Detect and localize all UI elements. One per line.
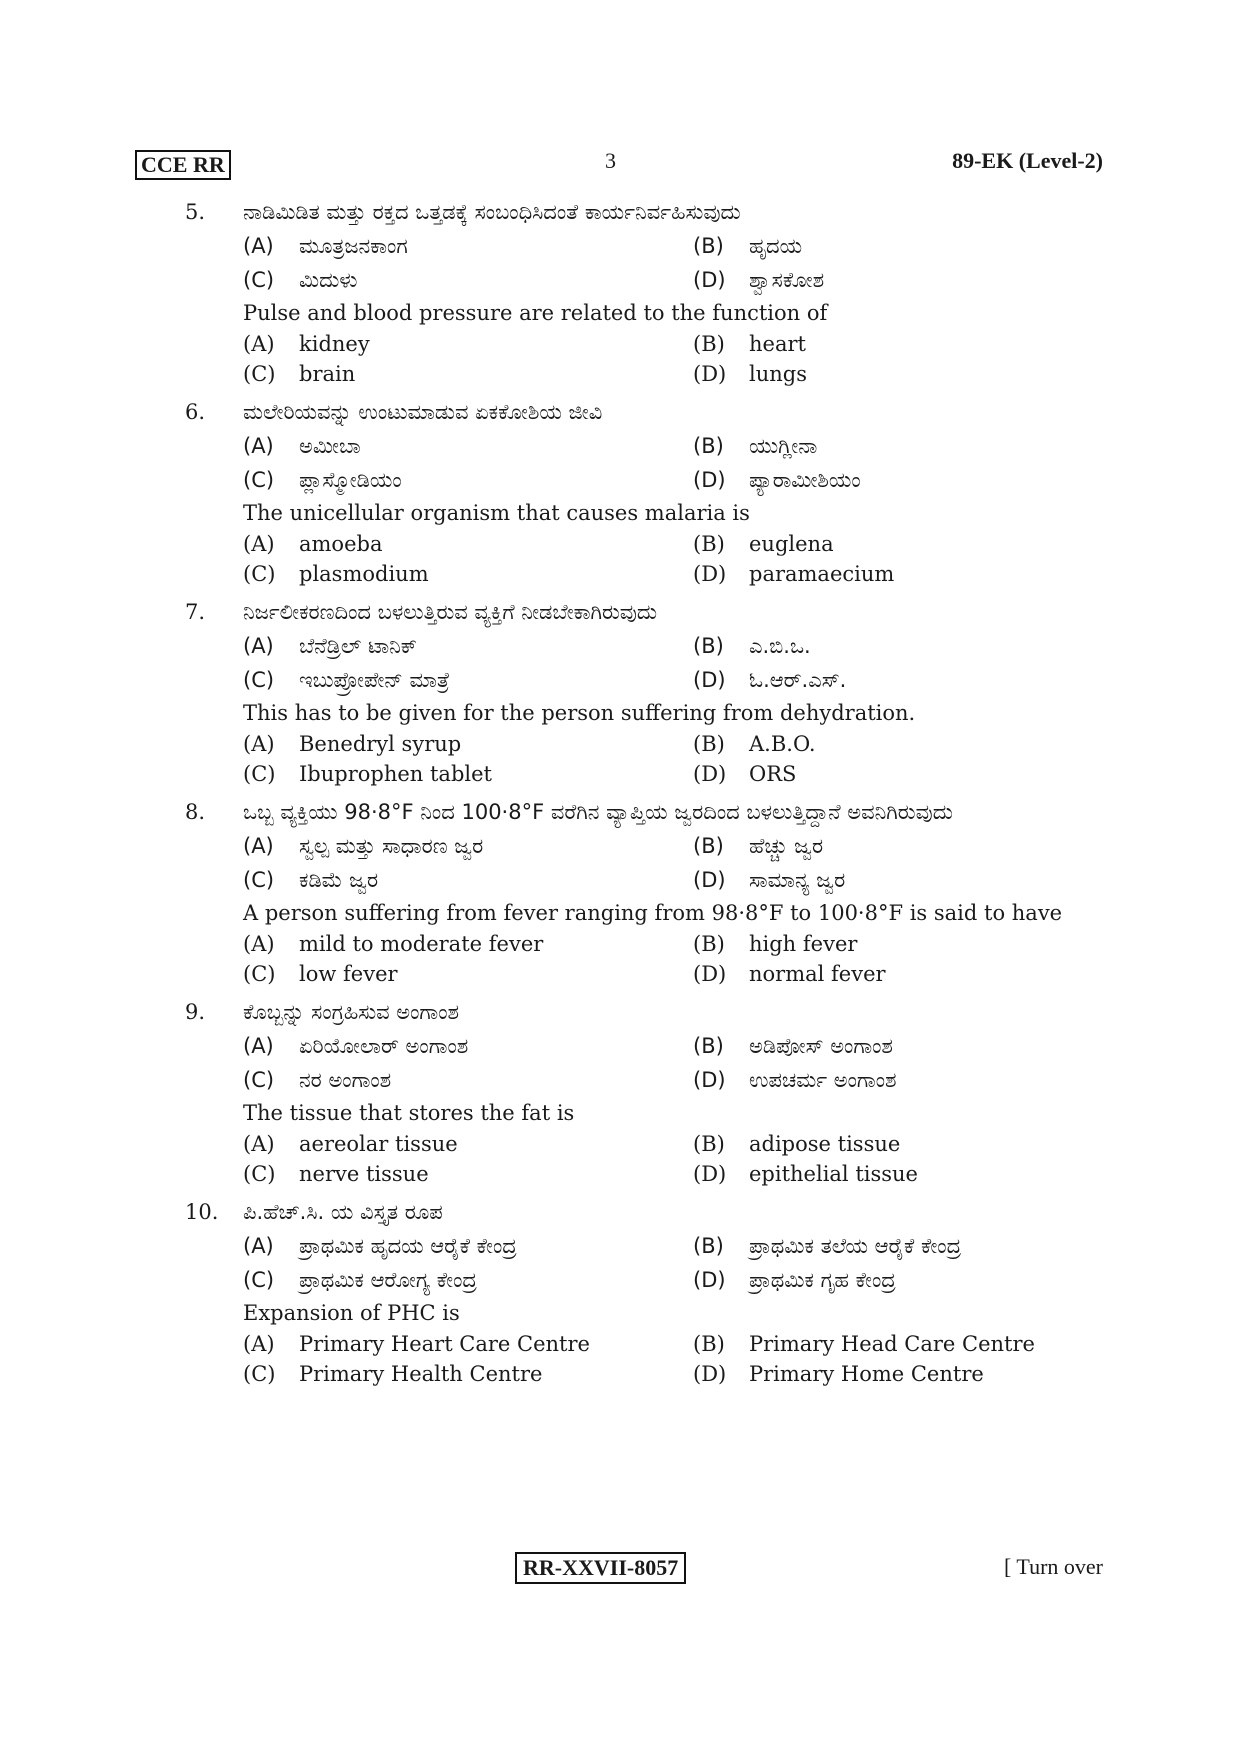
option-label: (C) <box>243 562 276 586</box>
question-number: 7. <box>185 600 206 624</box>
option-text: brain <box>299 362 356 386</box>
question-stem <box>185 995 1105 1029</box>
option-label: (C) <box>243 1068 275 1092</box>
option-text: Ibuprophen tablet <box>299 762 492 786</box>
option-text: ಓ.ಆರ್.ಎಸ್. <box>749 668 847 692</box>
option-text: ಪ್ರಾಥಮಿಕ ಗೃಹ ಕೇಂದ್ರ <box>749 1268 896 1292</box>
option-text: ಅಡಿಪೋಸ್ ಅಂಗಾಂಶ <box>749 1034 893 1058</box>
option-label: (A) <box>243 1234 274 1258</box>
option-b <box>693 1229 1105 1263</box>
question-5 <box>185 195 1105 389</box>
option-text: plasmodium <box>299 562 429 586</box>
option-a <box>243 729 693 759</box>
option-label: (B) <box>693 1234 724 1258</box>
option-text: Primary Head Care Centre <box>749 1332 1035 1356</box>
option-text: Primary Home Centre <box>749 1362 984 1386</box>
option-d <box>693 559 1105 589</box>
option-label: (C) <box>243 1162 276 1186</box>
option-text: A.B.O. <box>749 732 816 756</box>
options-kannada <box>243 429 1105 497</box>
option-label: (D) <box>693 962 727 986</box>
options-english <box>243 1329 1105 1389</box>
option-a <box>243 1229 693 1263</box>
question-text-kannada: ಪಿ.ಹೆಚ್.ಸಿ. ಯ ವಿಸ್ತೃತ ರೂಪ <box>243 1200 443 1224</box>
option-d <box>693 959 1105 989</box>
option-text: ಏರಿಯೋಲಾರ್ ಅಂಗಾಂಶ <box>299 1034 469 1058</box>
option-label: (C) <box>243 1268 275 1292</box>
option-d <box>693 263 1105 297</box>
option-label: (A) <box>243 932 275 956</box>
question-number: 10. <box>185 1200 219 1224</box>
option-text: high fever <box>749 932 858 956</box>
question-text-english: This has to be given for the person suffering from dehydration. <box>243 701 916 725</box>
option-b <box>693 729 1105 759</box>
option-text: ORS <box>749 762 797 786</box>
question-text-kannada: ನಾಡಿಮಿಡಿತ ಮತ್ತು ರಕ್ತದ ಒತ್ತಡಕ್ಕೆ ಸಂಬಂಧಿಸಿದಂತೆ ಕಾರ್ಯನಿರ್ವಹಿಸುವುದು <box>243 200 741 224</box>
option-b <box>693 229 1105 263</box>
option-c <box>243 359 693 389</box>
option-label: (B) <box>693 634 724 658</box>
option-label: (A) <box>243 634 274 658</box>
question-number: 9. <box>185 1000 206 1024</box>
option-label: (C) <box>243 868 275 892</box>
option-c <box>243 863 693 897</box>
option-text: ಶ್ವಾಸಕೋಶ <box>749 268 825 292</box>
option-text: Benedryl syrup <box>299 732 462 756</box>
exam-code-box: CCE RR <box>135 150 231 180</box>
question-stem <box>185 1195 1105 1229</box>
option-text: ನರ ಅಂಗಾಂಶ <box>299 1068 392 1092</box>
option-a <box>243 429 693 463</box>
option-label: (D) <box>693 762 727 786</box>
option-label: (A) <box>243 1034 274 1058</box>
option-label: (D) <box>693 1068 726 1092</box>
option-c <box>243 559 693 589</box>
option-label: (B) <box>693 532 725 556</box>
question-text-english: The unicellular organism that causes malaria is <box>243 501 750 525</box>
question-text-kannada: ಕೊಬ್ಬನ್ನು ಸಂಗ್ರಹಿಸುವ ಅಂಗಾಂಶ <box>243 1000 459 1024</box>
option-d <box>693 463 1105 497</box>
question-text-kannada: ನಿರ್ಜಲೀಕರಣದಿಂದ ಬಳಲುತ್ತಿರುವ ವ್ಯಕ್ತಿಗೆ ನೀಡಬೇಕಾಗಿರುವುದು <box>243 600 658 624</box>
option-a <box>243 629 693 663</box>
option-c <box>243 1359 693 1389</box>
option-label: (A) <box>243 434 274 458</box>
option-text: ಉಪಚರ್ಮ ಅಂಗಾಂಶ <box>749 1068 897 1092</box>
option-text: ಅಮೀಬಾ <box>299 434 361 458</box>
option-label: (B) <box>693 434 724 458</box>
option-b <box>693 529 1105 559</box>
option-a <box>243 1029 693 1063</box>
option-text: euglena <box>749 532 834 556</box>
option-text: ಸ್ವಲ್ಪ ಮತ್ತು ಸಾಧಾರಣ ಜ್ವರ <box>299 834 484 858</box>
option-text: ಇಬುಪ್ರೋಪೇನ್ ಮಾತ್ರೆ <box>299 668 450 692</box>
question-text-english: The tissue that stores the fat is <box>243 1101 575 1125</box>
option-text: nerve tissue <box>299 1162 429 1186</box>
option-label: (D) <box>693 1162 727 1186</box>
option-a <box>243 329 693 359</box>
option-label: (B) <box>693 1332 725 1356</box>
option-a <box>243 529 693 559</box>
option-label: (D) <box>693 1268 726 1292</box>
option-text: amoeba <box>299 532 383 556</box>
question-7 <box>185 595 1105 789</box>
options-english <box>243 929 1105 989</box>
options-kannada <box>243 1029 1105 1097</box>
question-9 <box>185 995 1105 1189</box>
option-label: (D) <box>693 1362 727 1386</box>
option-a <box>243 929 693 959</box>
option-label: (D) <box>693 868 726 892</box>
option-a <box>243 1129 693 1159</box>
option-b <box>693 1029 1105 1063</box>
option-d <box>693 359 1105 389</box>
option-b <box>693 1329 1105 1359</box>
question-text-english: Expansion of PHC is <box>243 1301 460 1325</box>
option-label: (A) <box>243 1332 275 1356</box>
option-text: ಬೆನೆಡ್ರಿಲ್ ಟಾನಿಕ್ <box>299 634 418 658</box>
option-label: (C) <box>243 668 275 692</box>
question-stem <box>185 195 1105 229</box>
option-text: heart <box>749 332 806 356</box>
options-kannada <box>243 629 1105 697</box>
question-text-english: Pulse and blood pressure are related to the function of <box>243 301 828 325</box>
option-text: ಮೂತ್ರಜನಕಾಂಗ <box>299 234 408 258</box>
option-label: (A) <box>243 834 274 858</box>
options-english <box>243 329 1105 389</box>
option-b <box>693 629 1105 663</box>
option-c <box>243 959 693 989</box>
option-c <box>243 463 693 497</box>
option-text: Primary Heart Care Centre <box>299 1332 590 1356</box>
option-c <box>243 759 693 789</box>
option-b <box>693 829 1105 863</box>
option-label: (C) <box>243 268 275 292</box>
option-text: ಹೆಚ್ಚು ಜ್ವರ <box>749 834 824 858</box>
option-label: (C) <box>243 962 276 986</box>
question-number: 5. <box>185 200 206 224</box>
option-label: (C) <box>243 468 275 492</box>
option-text: ಎ.ಬಿ.ಒ. <box>749 634 811 658</box>
option-text: ಸಾಮಾನ್ಯ ಜ್ವರ <box>749 868 846 892</box>
options-english <box>243 529 1105 589</box>
option-text: ಯುಗ್ಲೀನಾ <box>749 434 818 458</box>
option-b <box>693 429 1105 463</box>
option-label: (D) <box>693 268 726 292</box>
option-c <box>243 263 693 297</box>
option-d <box>693 1263 1105 1297</box>
option-b <box>693 1129 1105 1159</box>
option-text: ಪ್ಯಾರಾಮೀಶಿಯಂ <box>749 468 861 492</box>
options-english <box>243 1129 1105 1189</box>
question-text-kannada: ಮಲೇರಿಯವನ್ನು ಉಂಟುಮಾಡುವ ಏಕಕೋಶಿಯ ಜೀವಿ <box>243 400 603 424</box>
option-label: (B) <box>693 1132 725 1156</box>
option-text: ಹೃದಯ <box>749 234 803 258</box>
option-d <box>693 1359 1105 1389</box>
option-label: (B) <box>693 732 725 756</box>
question-6 <box>185 395 1105 589</box>
option-text: paramaecium <box>749 562 895 586</box>
option-label: (A) <box>243 234 274 258</box>
question-list <box>185 195 1105 1395</box>
option-label: (C) <box>243 362 276 386</box>
option-text: adipose tissue <box>749 1132 901 1156</box>
option-b <box>693 329 1105 359</box>
option-text: ಪ್ಲಾಸ್ಮೋಡಿಯಂ <box>299 468 402 492</box>
options-kannada <box>243 829 1105 897</box>
option-text: lungs <box>749 362 807 386</box>
booklet-code: RR-XXVII-8057 <box>515 1552 686 1584</box>
page-number: 3 <box>605 148 616 173</box>
option-a <box>243 229 693 263</box>
option-d <box>693 863 1105 897</box>
option-b <box>693 929 1105 959</box>
option-text: aereolar tissue <box>299 1132 458 1156</box>
option-label: (A) <box>243 1132 275 1156</box>
option-text: ಪ್ರಾಥಮಿಕ ಆರೋಗ್ಯ ಕೇಂದ್ರ <box>299 1268 477 1292</box>
option-label: (B) <box>693 332 725 356</box>
option-d <box>693 1159 1105 1189</box>
question-stem <box>185 395 1105 429</box>
question-number: 8. <box>185 800 206 824</box>
option-text: kidney <box>299 332 370 356</box>
option-text: ಪ್ರಾಥಮಿಕ ಹೃದಯ ಆರೈಕೆ ಕೇಂದ್ರ <box>299 1234 517 1258</box>
option-label: (B) <box>693 234 724 258</box>
option-c <box>243 1063 693 1097</box>
option-label: (C) <box>243 762 276 786</box>
option-label: (D) <box>693 562 727 586</box>
options-kannada <box>243 1229 1105 1297</box>
option-c <box>243 663 693 697</box>
option-text: ಕಡಿಮೆ ಜ್ವರ <box>299 868 379 892</box>
turn-over-note: [ Turn over <box>1003 1554 1103 1579</box>
page-footer <box>135 1552 1103 1592</box>
option-a <box>243 829 693 863</box>
option-d <box>693 663 1105 697</box>
page-header <box>135 148 1103 184</box>
option-text: ಮಿದುಳು <box>299 268 358 292</box>
question-stem <box>185 595 1105 629</box>
option-label: (D) <box>693 668 726 692</box>
question-stem <box>185 795 1105 829</box>
option-label: (B) <box>693 1034 724 1058</box>
option-c <box>243 1263 693 1297</box>
question-text-kannada: ಒಬ್ಬ ವ್ಯಕ್ತಿಯು 98·8°F ನಿಂದ 100·8°F ವರೆಗಿನ ವ್ಯಾಪ್ತಿಯ ಜ್ವರದಿಂದ ಬಳಲುತ್ತಿದ್ದಾನೆ ಅವನಿಗಿರುವುದು <box>243 800 953 824</box>
option-d <box>693 1063 1105 1097</box>
question-text-english: A person suffering from fever ranging from 98·8°F to 100·8°F is said to have <box>243 901 1063 925</box>
option-text: mild to moderate fever <box>299 932 544 956</box>
option-text: low fever <box>299 962 398 986</box>
options-english <box>243 729 1105 789</box>
option-label: (A) <box>243 532 275 556</box>
option-label: (D) <box>693 468 726 492</box>
options-kannada <box>243 229 1105 297</box>
option-c <box>243 1159 693 1189</box>
question-8 <box>185 795 1105 989</box>
option-text: normal fever <box>749 962 886 986</box>
option-label: (C) <box>243 1362 276 1386</box>
question-number: 6. <box>185 400 206 424</box>
option-label: (B) <box>693 834 724 858</box>
option-label: (B) <box>693 932 725 956</box>
option-label: (A) <box>243 332 275 356</box>
paper-code: 89-EK (Level-2) <box>952 148 1103 173</box>
option-label: (D) <box>693 362 727 386</box>
option-text: epithelial tissue <box>749 1162 918 1186</box>
option-text: ಪ್ರಾಥಮಿಕ ತಲೆಯ ಆರೈಕೆ ಕೇಂದ್ರ <box>749 1234 962 1258</box>
option-text: Primary Health Centre <box>299 1362 543 1386</box>
question-10 <box>185 1195 1105 1389</box>
option-a <box>243 1329 693 1359</box>
option-label: (A) <box>243 732 275 756</box>
option-d <box>693 759 1105 789</box>
